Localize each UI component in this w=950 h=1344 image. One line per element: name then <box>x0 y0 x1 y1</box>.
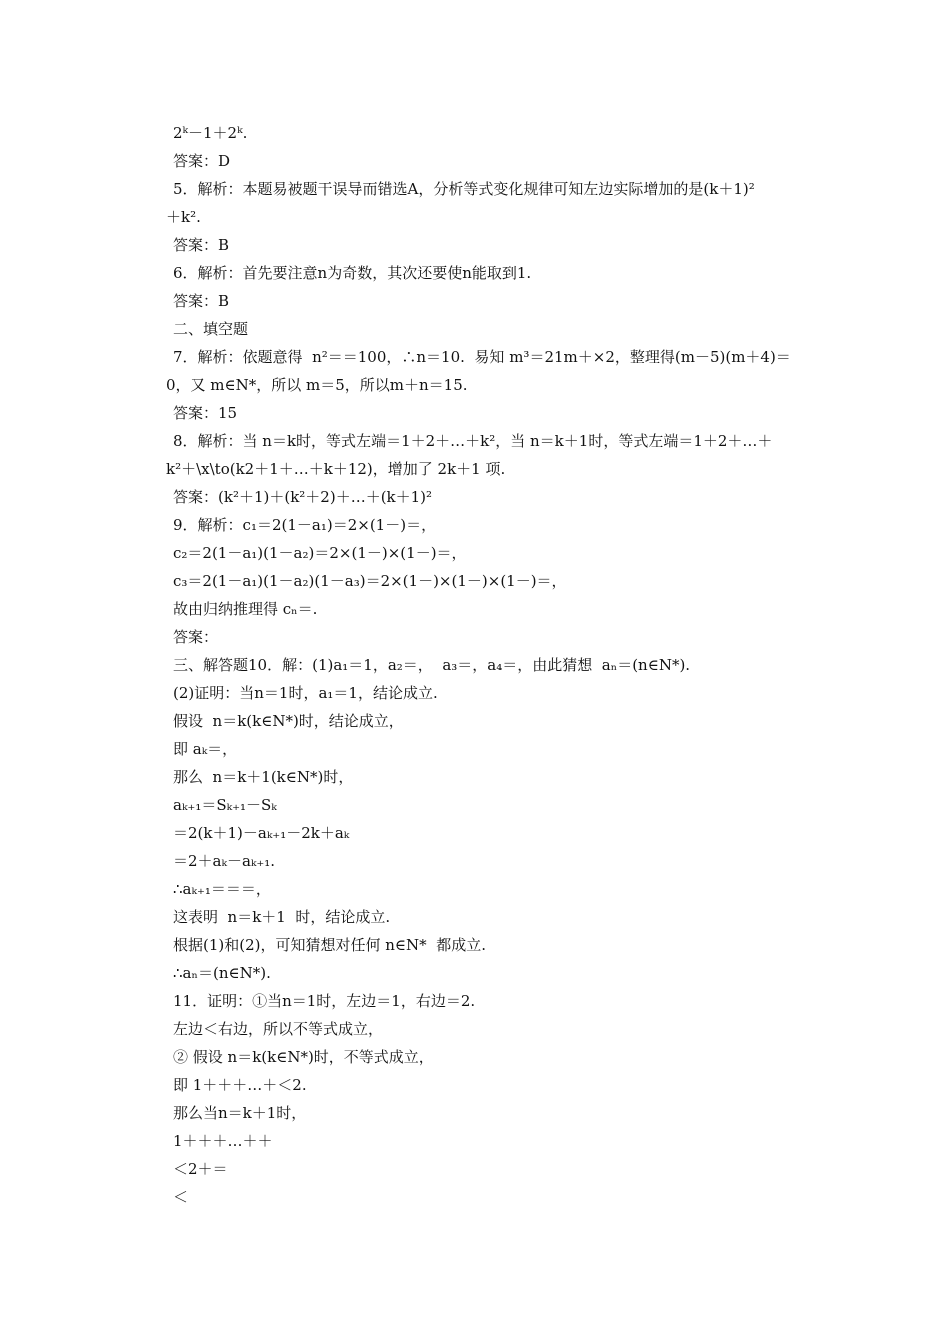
text-line: k²＋\x\to(k2＋1＋…＋k＋12)，增加了 2k＋1 项. <box>166 460 506 478</box>
text-line: 7．解析：依题意得 n²＝＝100，∴n＝10. 易知 m³＝21m＋×2，整理得(m－5)(m＋4)＝ <box>173 348 791 366</box>
text-line: 6．解析：首先要注意n为奇数，其次还要使n能取到1. <box>173 264 532 282</box>
text-line: 答案： <box>173 628 219 646</box>
text-line: ∴aₙ＝(n∈N*). <box>173 964 271 982</box>
section-heading: 二、填空题 <box>173 320 249 338</box>
text-line: ② 假设 n＝k(k∈N*)时，不等式成立， <box>173 1048 434 1066</box>
text-line: 答案：B <box>173 236 230 254</box>
text-line: 0，又 m∈N*，所以 m＝5，所以m＋n＝15. <box>166 376 468 394</box>
text-line: ＝2(k＋1)－aₖ₊₁－2k＋aₖ <box>173 824 350 842</box>
text-line: ＜2＋＝ <box>173 1160 228 1178</box>
text-line: 假设 n＝k(k∈N*)时，结论成立， <box>173 712 404 730</box>
text-line: 9．解析：c₁＝2(1－a₁)＝2×(1－)＝， <box>173 516 437 534</box>
text-line: 那么当n＝k＋1时， <box>173 1104 307 1122</box>
text-line: 2ᵏ－1＋2ᵏ. <box>173 124 248 142</box>
text-line: 答案：D <box>173 152 231 170</box>
text-line: 答案：B <box>173 292 230 310</box>
text-line: ＝2＋aₖ－aₖ₊₁. <box>173 852 276 870</box>
text-line: 左边＜右边，所以不等式成立， <box>173 1020 384 1038</box>
text-line: 11．证明：①当n＝1时，左边＝1，右边＝2. <box>173 992 476 1010</box>
text-line: 即 aₖ＝， <box>173 740 238 758</box>
text-line: ＜ <box>173 1188 189 1206</box>
text-line: 答案：(k²＋1)＋(k²＋2)＋…＋(k＋1)² <box>173 488 433 506</box>
text-line: 1＋＋＋…＋＋ <box>173 1132 273 1150</box>
text-line: 5．解析：本题易被题干误导而错选A，分析等式变化规律可知左边实际增加的是(k＋1)² <box>173 180 755 198</box>
text-line: (2)证明：当n＝1时，a₁＝1，结论成立. <box>173 684 438 702</box>
text-line: 答案：15 <box>173 404 238 422</box>
text-line: 这表明 n＝k＋1 时，结论成立. <box>173 908 391 926</box>
text-line: 即 1＋＋＋…＋＜2. <box>173 1076 307 1094</box>
section-heading: 三、解答题10．解：(1)a₁＝1，a₂＝， a₃＝，a₄＝，由此猜想 aₙ＝(n∈N*). <box>173 656 691 674</box>
text-line: ∴aₖ₊₁＝＝＝， <box>173 880 271 898</box>
text-line: c₂＝2(1－a₁)(1－a₂)＝2×(1－)×(1－)＝， <box>173 544 467 562</box>
text-line: 根据(1)和(2)，可知猜想对任何 n∈N* 都成立. <box>173 936 486 954</box>
text-line: ＋k². <box>166 208 201 226</box>
text-line: 故由归纳推理得 cₙ＝. <box>173 600 318 618</box>
text-line: c₃＝2(1－a₁)(1－a₂)(1－a₃)＝2×(1－)×(1－)×(1－)＝， <box>173 572 567 590</box>
text-line: 8．解析：当 n＝k时，等式左端＝1＋2＋…＋k²，当 n＝k＋1时，等式左端＝1＋2＋…＋ <box>173 432 773 450</box>
text-line: 那么 n＝k＋1(k∈N*)时， <box>173 768 354 786</box>
text-line: aₖ₊₁＝Sₖ₊₁－Sₖ <box>173 796 277 814</box>
